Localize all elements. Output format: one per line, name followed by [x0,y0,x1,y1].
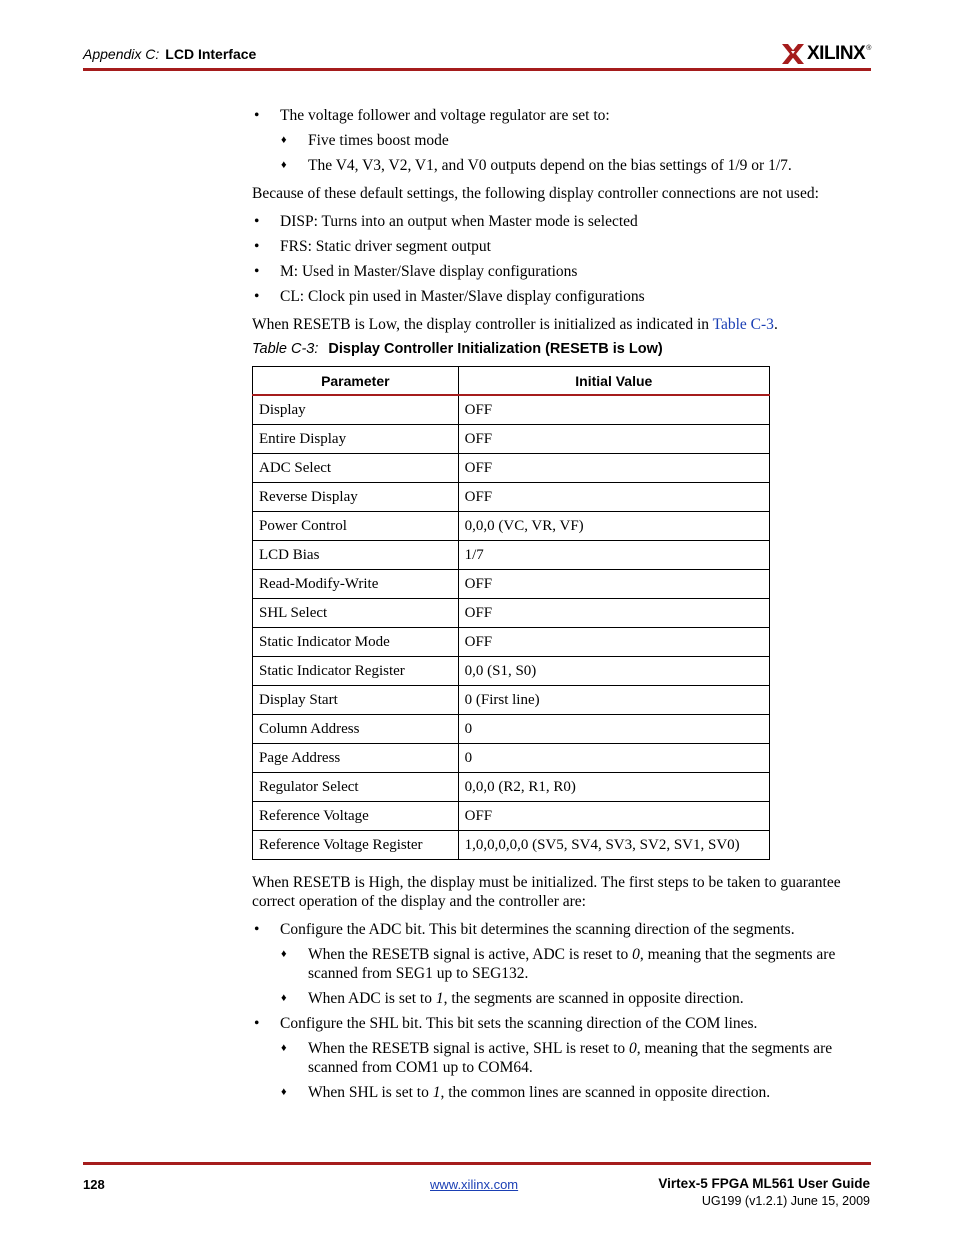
table-header-row [253,367,770,396]
list-item [252,920,882,939]
initial-value-cell: OFF [458,483,769,512]
guide-title: Virtex-5 FPGA ML561 User Guide [658,1176,870,1191]
initial-value-cell: 0,0,0 (R2, R1, R0) [458,773,769,802]
bullet-text: M: Used in Master/Slave display configurations [280,263,578,280]
table-row [253,744,770,773]
website-link[interactable]: www.xilinx.com [430,1177,519,1192]
bullet-text: The voltage follower and voltage regulator are set to: [280,107,610,124]
sub-bullet-text: , the common lines are scanned in opposite direction. [440,1084,771,1101]
initial-value-cell: OFF [458,599,769,628]
table-row [253,395,770,425]
initial-value-cell: OFF [458,425,769,454]
initial-value-cell: OFF [458,570,769,599]
xilinx-logo [781,40,871,68]
list-item [252,237,882,256]
sub-list-item [252,989,882,1008]
bullet-text: Configure the ADC bit. This bit determines the scanning direction of the segments. [280,921,795,938]
sub-list-item [252,1083,882,1102]
bullet-text: Configure the SHL bit. This bit sets the scanning direction of the COM lines. [280,1015,758,1032]
document-version: UG199 (v1.2.1) June 15, 2009 [701,1194,870,1208]
sub-bullet-text: When the RESETB signal is active, SHL is reset to [308,1040,629,1057]
parameter-cell: Power Control [253,512,459,541]
list-item [252,1014,882,1033]
running-header [83,46,256,62]
column-header: Initial Value [458,367,769,396]
paragraph [252,315,882,334]
table-row [253,483,770,512]
table-caption [252,340,882,359]
sub-list-item [252,1039,882,1077]
table-row [253,512,770,541]
initial-value-cell: 0 [458,744,769,773]
appendix-label: Appendix C: [83,46,160,62]
parameter-cell: Regulator Select [253,773,459,802]
list-item [252,212,882,231]
initial-value-cell: 1,0,0,0,0,0 (SV5, SV4, SV3, SV2, SV1, SV0) [458,831,769,860]
paragraph-text: When RESETB is Low, the display controller is initialized as indicated in [252,316,713,333]
value-italic: 0 [629,1040,637,1057]
section-title: LCD Interface [165,46,257,62]
initial-value-cell: OFF [458,454,769,483]
sub-bullet-text: Five times boost mode [308,132,449,149]
sub-bullet-text: , the segments are scanned in opposite direction. [443,990,744,1007]
parameter-cell: LCD Bias [253,541,459,570]
sub-list-item [252,131,882,150]
xilinx-x-mark-icon [781,42,805,66]
table-label: Table C-3: [252,341,319,357]
parameter-cell: Column Address [253,715,459,744]
table-row [253,425,770,454]
sub-bullet-text: When the RESETB signal is active, ADC is reset to [308,946,633,963]
upper-content [252,106,882,359]
parameter-cell: Display Start [253,686,459,715]
value-italic: 1 [432,1084,441,1101]
sub-list-item [252,156,882,175]
init-table [252,366,770,860]
paragraph: Because of these default settings, the following display controller connections are not used: [252,185,819,202]
table-row [253,454,770,483]
column-header: Parameter [253,367,459,396]
table-title: Display Controller Initialization (RESETB is Low) [328,341,663,357]
sub-bullet-text: When SHL is set to [308,1084,433,1101]
paragraph-text: . [773,316,778,333]
parameter-cell: Static Indicator Mode [253,628,459,657]
sub-bullet-text: , meaning that the segments are scanned from SEG1 up to SEG132. [308,946,836,982]
initial-value-cell: 0 (First line) [458,686,769,715]
table-row [253,541,770,570]
parameter-cell: Static Indicator Register [253,657,459,686]
sub-list-item [252,945,882,983]
parameter-cell: Reference Voltage [253,802,459,831]
initial-value-cell: 0,0,0 (VC, VR, VF) [458,512,769,541]
paragraph: When RESETB is High, the display must be initialized. The first steps to be taken to guarantee correct operation of the display and the controller are: [252,874,841,910]
initial-value-cell: 0 [458,715,769,744]
table-row [253,599,770,628]
footer-rule [83,1162,871,1165]
table-row [253,831,770,860]
table-row [253,628,770,657]
bullet-text: DISP: Turns into an output when Master mode is selected [280,213,638,230]
parameter-cell: Reverse Display [253,483,459,512]
registered-mark: ® [866,44,872,52]
initial-value-cell: 0,0 (S1, S0) [458,657,769,686]
initial-value-cell: OFF [458,628,769,657]
sub-bullet-text: When ADC is set to [308,990,436,1007]
parameter-cell: Entire Display [253,425,459,454]
table-row [253,802,770,831]
lower-content [252,873,882,1102]
bullet-text: FRS: Static driver segment output [280,238,491,255]
header-rule [83,68,871,71]
table-row [253,570,770,599]
parameter-cell: Display [253,395,459,425]
table-body [253,395,770,860]
table-row [253,715,770,744]
initial-value-cell: OFF [458,395,769,425]
parameter-cell: ADC Select [253,454,459,483]
list-item [252,287,882,306]
initial-value-cell: OFF [458,802,769,831]
value-italic: 1 [435,990,444,1007]
table-row [253,686,770,715]
table-row [253,657,770,686]
parameter-cell: Page Address [253,744,459,773]
initial-value-cell: 1/7 [458,541,769,570]
value-italic: 0 [632,946,640,963]
list-item [252,262,882,281]
parameter-cell: Read-Modify-Write [253,570,459,599]
bullet-text: CL: Clock pin used in Master/Slave display configurations [280,288,645,305]
parameter-cell: Reference Voltage Register [253,831,459,860]
page-number: 128 [83,1177,105,1192]
list-item [252,106,882,125]
table-row [253,773,770,802]
logo-wordmark: XILINX [807,43,866,64]
sub-bullet-text: , meaning that the segments are scanned from COM1 up to COM64. [308,1040,833,1076]
table-link[interactable]: Table C-3 [712,316,774,333]
parameter-cell: SHL Select [253,599,459,628]
sub-bullet-text: The V4, V3, V2, V1, and V0 outputs depend on the bias settings of 1/9 or 1/7. [308,157,792,174]
